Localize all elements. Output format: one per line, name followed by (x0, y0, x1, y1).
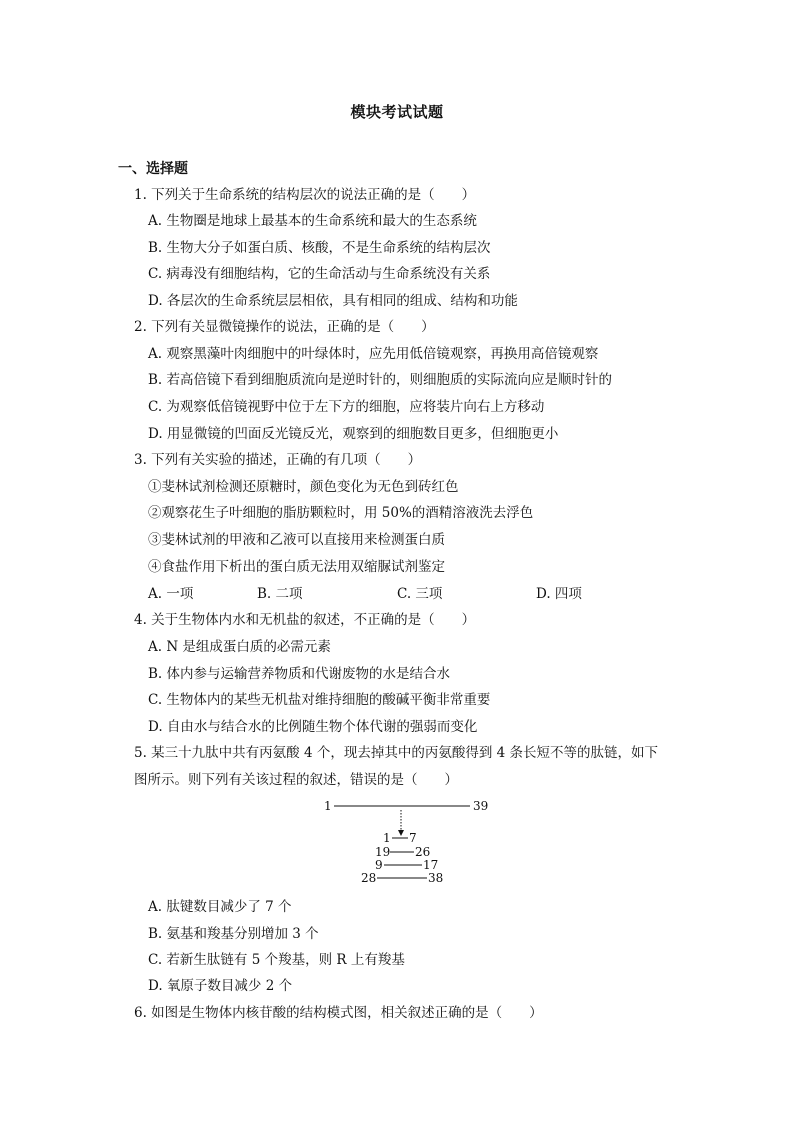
question-4-option-a: A. N 是组成蛋白质的必需元素 (148, 639, 331, 655)
question-3-option-b: B. 二项 (257, 586, 303, 602)
question-2-stem: 2. 下列有关显微镜操作的说法，正确的是（ ） (134, 319, 435, 335)
question-3-statement-2: ②观察花生子叶细胞的脂肪颗粒时，用 50%的酒精溶液洗去浮色 (148, 505, 534, 521)
question-2-option-a: A. 观察黑藻叶肉细胞中的叶绿体时，应先用低倍镜观察，再换用高倍镜观察 (148, 346, 599, 362)
question-5-option-a: A. 肽键数目减少了 7 个 (148, 899, 292, 915)
diagram-top-left-label: 1 (324, 799, 332, 813)
diagram-row4-right-label: 38 (428, 871, 444, 885)
peptide-chain-diagram (320, 796, 500, 888)
question-4-option-d: D. 自由水与结合水的比例随生物个体代谢的强弱而变化 (148, 719, 478, 735)
question-1-option-c: C. 病毒没有细胞结构，它的生命活动与生命系统没有关系 (148, 266, 491, 282)
diagram-row3-right-label: 17 (423, 858, 439, 872)
diagram-row3-left-label: 9 (375, 858, 383, 872)
question-1-option-a: A. 生物圈是地球上最基本的生命系统和最大的生态系统 (148, 213, 477, 229)
question-3-option-d: D. 四项 (536, 586, 582, 602)
diagram-row2-left-label: 19 (375, 845, 391, 859)
question-3-statement-1: ①斐林试剂检测还原糖时，颜色变化为无色到砖红色 (148, 479, 459, 495)
question-3-stem: 3. 下列有关实验的描述，正确的有几项（ ） (134, 452, 422, 468)
question-3-option-c: C. 三项 (397, 586, 443, 602)
diagram-row2-right-label: 26 (415, 845, 431, 859)
question-6-stem: 6. 如图是生物体内核苷酸的结构模式图，相关叙述正确的是（ ） (134, 1005, 543, 1021)
diagram-row1-right-label: 7 (409, 831, 417, 845)
diagram-row1-left-label: 1 (383, 831, 391, 845)
question-4-option-c: C. 生物体内的某些无机盐对维持细胞的酸碱平衡非常重要 (148, 692, 491, 708)
question-1-stem: 1. 下列关于生命系统的结构层次的说法正确的是（ ） (134, 187, 476, 203)
diagram-arrow-head (398, 830, 404, 836)
question-4-option-b: B. 体内参与运输营养物质和代谢废物的水是结合水 (148, 666, 451, 682)
section-heading: 一、选择题 (118, 161, 188, 177)
question-3-option-a: A. 一项 (148, 586, 194, 602)
question-1-option-d: D. 各层次的生命系统层层相依，具有相同的组成、结构和功能 (148, 293, 518, 309)
question-5-option-d: D. 氧原子数目减少 2 个 (148, 978, 293, 994)
diagram-row4-left-label: 28 (361, 871, 377, 885)
question-2-option-c: C. 为观察低倍镜视野中位于左下方的细胞，应将装片向右上方移动 (148, 399, 545, 415)
question-3-statement-4: ④食盐作用下析出的蛋白质无法用双缩脲试剂鉴定 (148, 559, 445, 575)
question-1-option-b: B. 生物大分子如蛋白质、核酸，不是生命系统的结构层次 (148, 240, 491, 256)
question-5-option-c: C. 若新生肽链有 5 个羧基，则 R 上有羧基 (148, 952, 405, 968)
diagram-top-right-label: 39 (473, 799, 489, 813)
question-3-statement-3: ③斐林试剂的甲液和乙液可以直接用来检测蛋白质 (148, 532, 445, 548)
page-title: 模块考试试题 (350, 103, 444, 121)
question-5-stem: 5. 某三十九肽中共有丙氨酸 4 个，现去掉其中的丙氨酸得到 4 条长短不等的肽链，如下图所示。则下列有关该过程的叙述，错误的是（ ） (134, 745, 659, 788)
question-5-option-b: B. 氨基和羧基分别增加 3 个 (148, 926, 319, 942)
question-4-stem: 4. 关于生物体内水和无机盐的叙述，不正确的是（ ） (134, 612, 476, 628)
question-2-option-d: D. 用显微镜的凹面反光镜反光，观察到的细胞数目更多，但细胞更小 (148, 426, 559, 442)
question-2-option-b: B. 若高倍镜下看到细胞质流向是逆时针的，则细胞质的实际流向应是顺时针的 (148, 372, 613, 388)
